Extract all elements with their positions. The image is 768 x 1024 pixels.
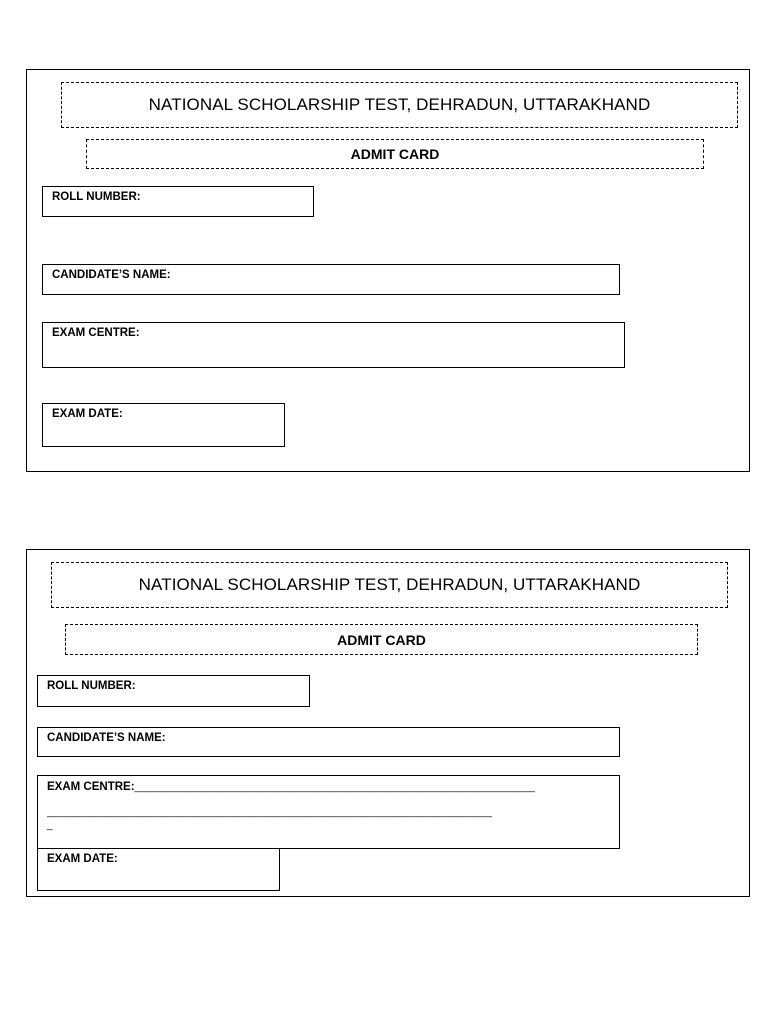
card-2-exam-date-field[interactable] [37, 848, 280, 891]
card-1-roll-number-field[interactable] [42, 186, 314, 217]
card-2-roll-number-label: ROLL NUMBER: [47, 680, 136, 692]
card-2-exam-centre-blank-1: ________________________________________________________________________ [134, 782, 535, 793]
card-1-exam-date-label: EXAM DATE: [52, 408, 123, 420]
card-1-candidate-name-field[interactable] [42, 264, 620, 295]
card-1-exam-centre-label: EXAM CENTRE: [52, 327, 140, 339]
card-2-candidate-name-field[interactable] [37, 727, 620, 757]
card-2-exam-centre-blank-3: _ [47, 820, 53, 831]
card-1-subtitle-box [86, 139, 704, 169]
card-2-candidate-name-label: CANDIDATE’S NAME: [47, 732, 166, 744]
card-2-exam-date-label: EXAM DATE: [47, 853, 118, 865]
card-1-subtitle: ADMIT CARD [350, 146, 440, 162]
card-1-roll-number-label: ROLL NUMBER: [52, 191, 141, 203]
card-1-candidate-name-label: CANDIDATE’S NAME: [52, 269, 171, 281]
card-2-exam-centre-field[interactable] [37, 775, 620, 849]
card-2-roll-number-field[interactable] [37, 675, 310, 707]
card-2-title: NATIONAL SCHOLARSHIP TEST, DEHRADUN, UTTARAKHAND [138, 575, 641, 594]
card-1-exam-date-field[interactable] [42, 403, 285, 447]
card-1-title: NATIONAL SCHOLARSHIP TEST, DEHRADUN, UTTARAKHAND [148, 95, 651, 114]
card-2-exam-centre-blank-2: ________________________________________________________________________________ [47, 807, 492, 818]
card-1-title-box [61, 82, 738, 128]
card-1-exam-centre-field[interactable] [42, 322, 625, 368]
card-2-exam-centre-label: EXAM CENTRE: [47, 781, 135, 793]
card-2-title-box [51, 562, 728, 608]
card-2-subtitle: ADMIT CARD [337, 631, 426, 648]
card-2-subtitle-box [65, 624, 698, 655]
